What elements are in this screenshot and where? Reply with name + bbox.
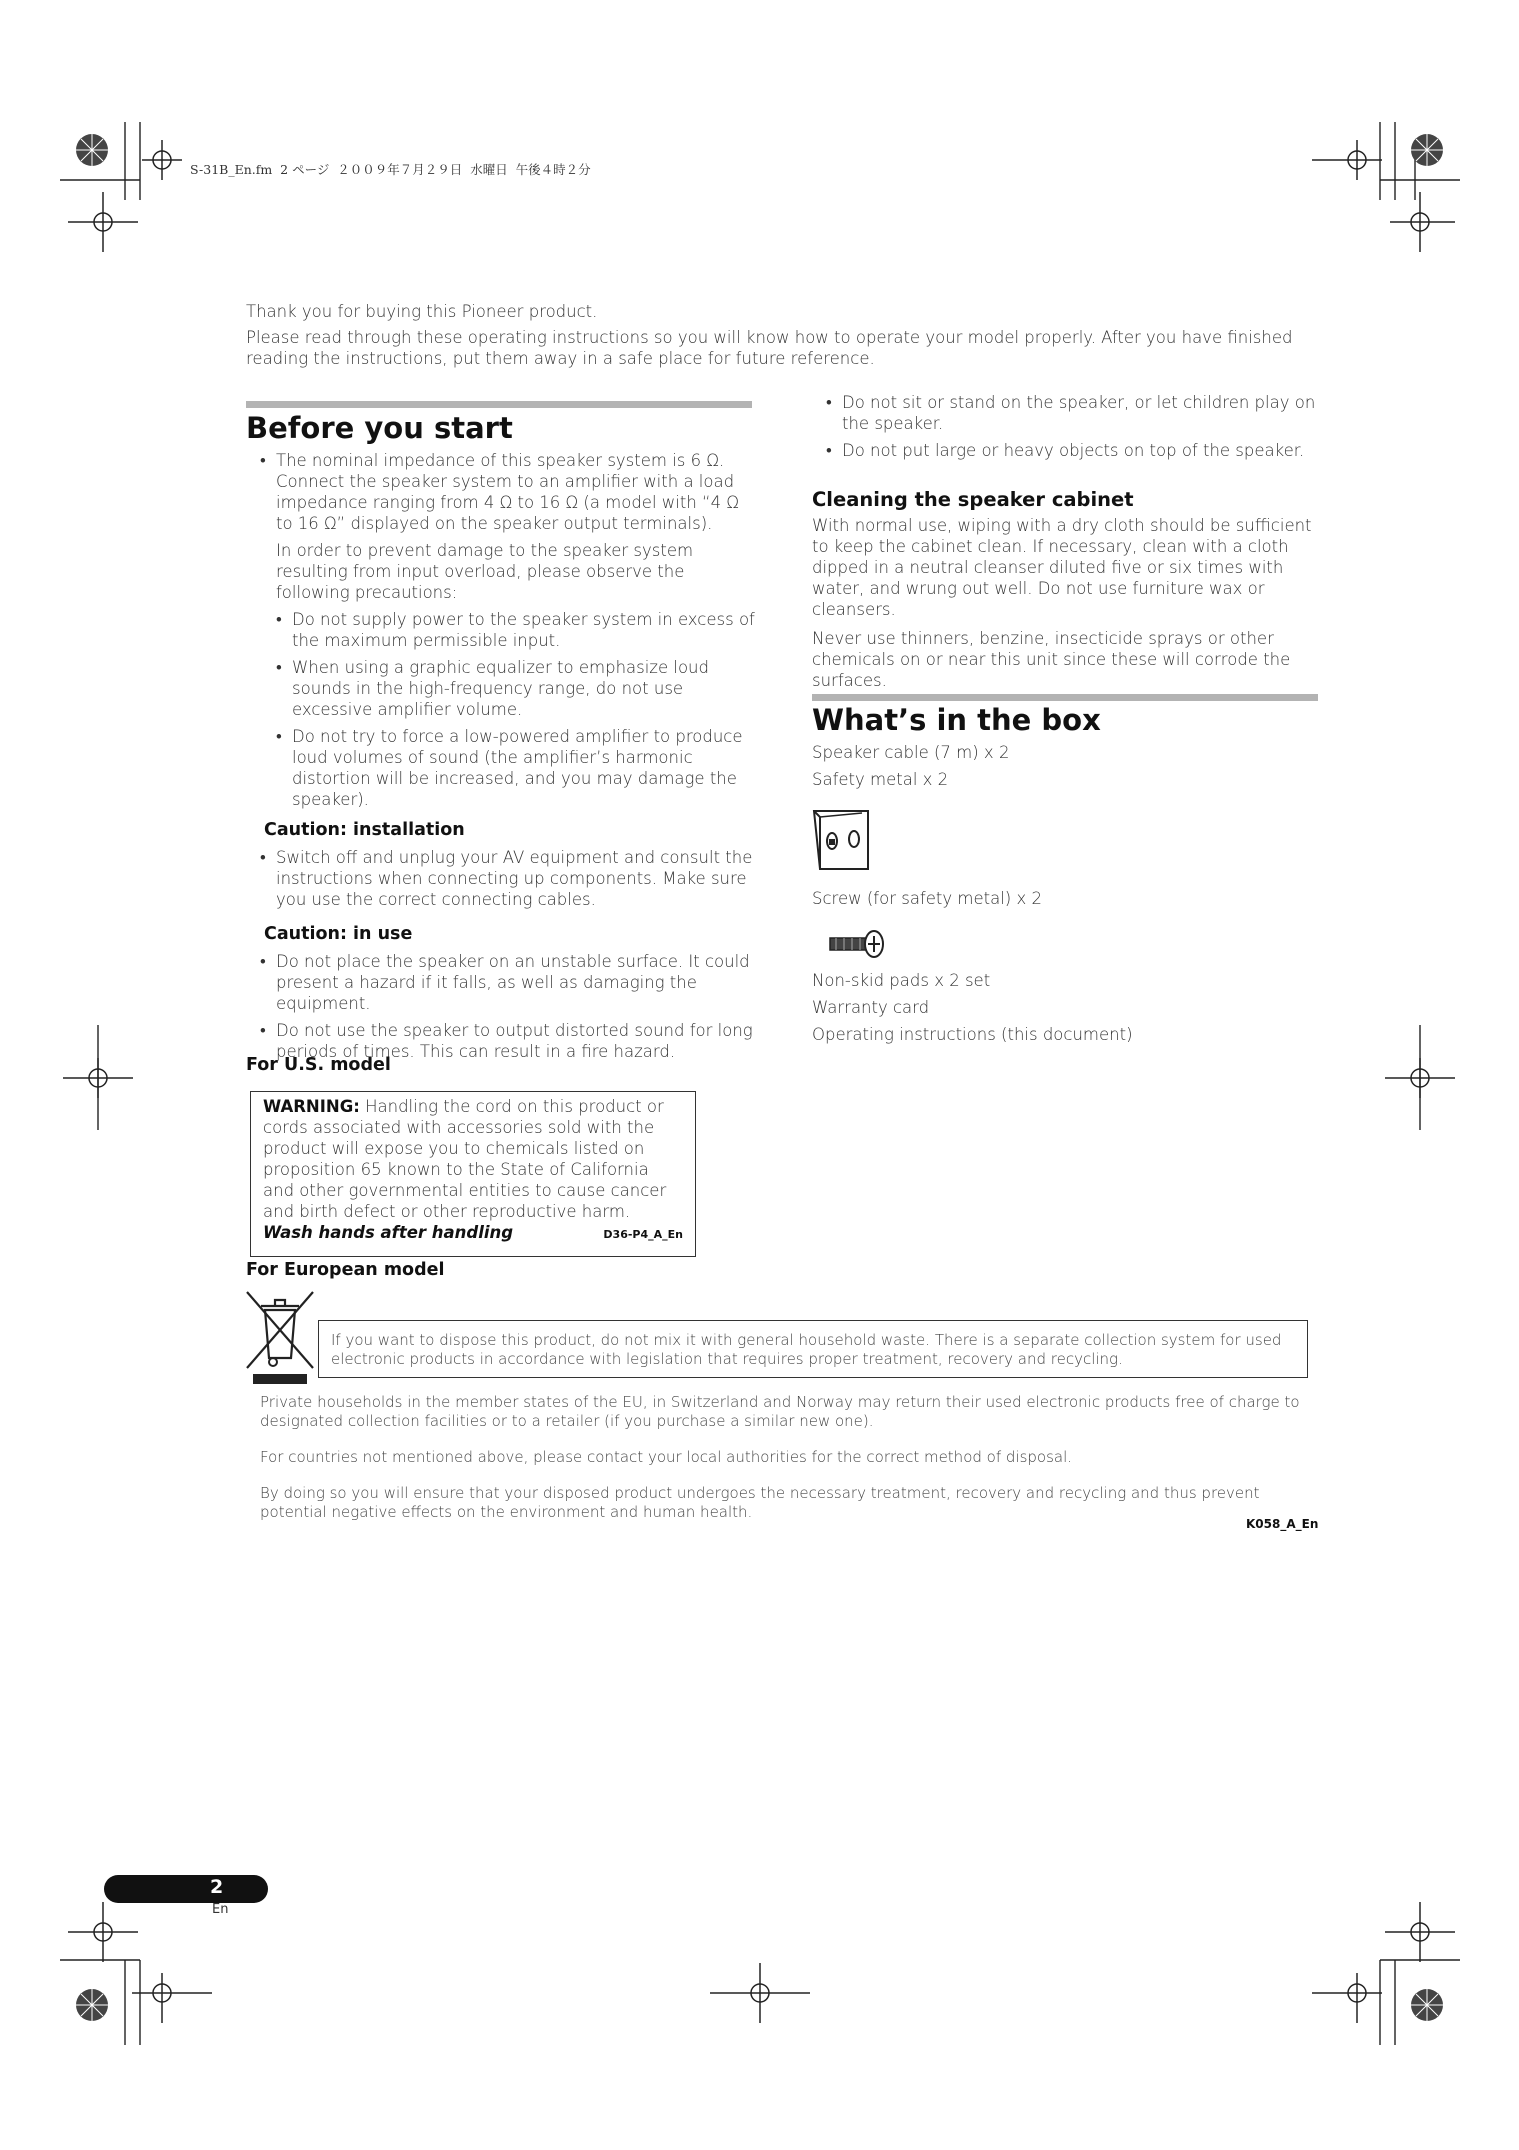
intro (246, 301, 1316, 375)
box-item-3: Screw (for safety metal) x 2 (812, 889, 1042, 908)
eu-p3: By doing so you will ensure that your disposed product undergoes the necessary treatment, recovery and recycling and thus prevent potential negative effects on the environment and human health. (260, 1484, 1260, 1521)
list-item: • Do not use the speaker to output distorted sound for long periods of times. This can result in a fire hazard. (260, 1020, 756, 1062)
safety-metal-image (810, 805, 874, 877)
whats-in-box-title: What’s in the box (812, 703, 1101, 737)
warning-label: WARNING: (263, 1097, 360, 1116)
overload-text: In order to prevent damage to the speaker system resulting from input overload, please observe the following precautions: (276, 541, 694, 602)
warning-text: Handling the cord on this product or cords associated with accessories sold with the product will expose you to chemicals listed on proposition 65 known to the State of California and other governmental entities to cause cancer and birth defect or other reproductive harm. (263, 1097, 667, 1221)
cleaning-title: Cleaning the speaker cabinet (812, 488, 1134, 511)
section-bar-box (812, 694, 1318, 701)
list-item: • Do not put large or heavy objects on top of the speaker. (826, 440, 1316, 461)
impedance-text: • The nominal impedance of this speaker system is 6 Ω. Connect the speaker system to an amplifier with a load impedance ranging from 4 Ω to 16 Ω (a model with “4 Ω to 16 Ω” displayed on the speaker output terminals). (276, 451, 739, 533)
eu-code: K058_A_En (1246, 1517, 1319, 1531)
list-item: • Switch off and unplug your AV equipment and consult the instructions when connecting up components. Make sure you use the correct connecting cables. (260, 847, 756, 910)
us-model-title: For U.S. model (246, 1055, 391, 1075)
eu-disposal-box (318, 1320, 1308, 1378)
before-you-start-body (260, 450, 756, 1068)
box-item-5: Warranty card (812, 998, 930, 1017)
list-item: • Do not try to force a low-powered amplifier to produce loud volumes of sound (the amplifier’s harmonic distortion will be increased, and you may damage the speaker). (276, 726, 756, 810)
weee-bin-icon (245, 1288, 315, 1388)
caution-use-title: Caution: in use (264, 924, 413, 944)
list-item: • Do not supply power to the speaker system in excess of the maximum permissible input. (276, 609, 756, 651)
intro-thanks: Thank you for buying this Pioneer product. (246, 302, 598, 321)
wash-hands: Wash hands after handling (263, 1223, 514, 1242)
header-stamp: S-31B_En.fm 2 ページ ２００９年７月２９日 水曜日 午後４時２分 (190, 162, 591, 177)
page-number-tab (104, 1875, 268, 1903)
page-number: 2 (210, 1876, 224, 1898)
list-item: • Do not sit or stand on the speaker, or let children play on the speaker. (826, 392, 1316, 434)
box-item-6: Operating instructions (this document) (812, 1025, 1133, 1044)
list-item: • Do not place the speaker on an unstable surface. It could present a hazard if it falls, as well as damaging the equipment. (260, 951, 756, 1014)
caution-installation-title: Caution: installation (264, 820, 465, 840)
eu-p2: For countries not mentioned above, please contact your local authorities for the correct method of disposal. (260, 1448, 1073, 1466)
warning-code: D36-P4_A_En (603, 1228, 683, 1241)
section-bar-before (246, 401, 752, 408)
eu-model-title: For European model (246, 1260, 445, 1280)
warning-box (250, 1091, 696, 1257)
list-item (260, 450, 756, 810)
cleaning-p1: With normal use, wiping with a dry cloth should be sufficient to keep the cabinet clean. If necessary, clean with a cloth dipped in a neutral cleanser diluted five or six times with water, and wrung out well. Do not use furniture wax or cleansers. (812, 516, 1312, 619)
screw-image (828, 927, 888, 961)
eu-p1: Private households in the member states of the EU, in Switzerland and Norway may return their used electronic products free of charge to designated collection facilities or to a retailer (if you purchase a similar new one). (260, 1393, 1300, 1430)
box-item-2: Safety metal x 2 (812, 770, 949, 789)
page-lang: En (212, 1902, 229, 1917)
cleaning-body (812, 515, 1322, 697)
box-item-4: Non-skid pads x 2 set (812, 971, 991, 990)
before-you-start-title: Before you start (246, 411, 513, 445)
cleaning-p2: Never use thinners, benzine, insecticide sprays or other chemicals on or near this unit since these will corrode the surfaces. (812, 629, 1291, 690)
right-column-bullets (826, 392, 1316, 467)
eu-paragraphs (260, 1393, 1320, 1522)
intro-read: Please read through these operating instructions so you will know how to operate your model properly. After you have finished reading the instructions, put them away in a safe place for future reference. (246, 328, 1293, 368)
box-item-1: Speaker cable (7 m) x 2 (812, 743, 1010, 762)
eu-box-text: If you want to dispose this product, do not mix it with general household waste. There is a separate collection system for used electronic products in accordance with legislation that requires proper treatment, recovery and recycling. (331, 1331, 1282, 1368)
list-item: • When using a graphic equalizer to emphasize loud sounds in the high-frequency range, do not use excessive amplifier volume. (276, 657, 756, 720)
